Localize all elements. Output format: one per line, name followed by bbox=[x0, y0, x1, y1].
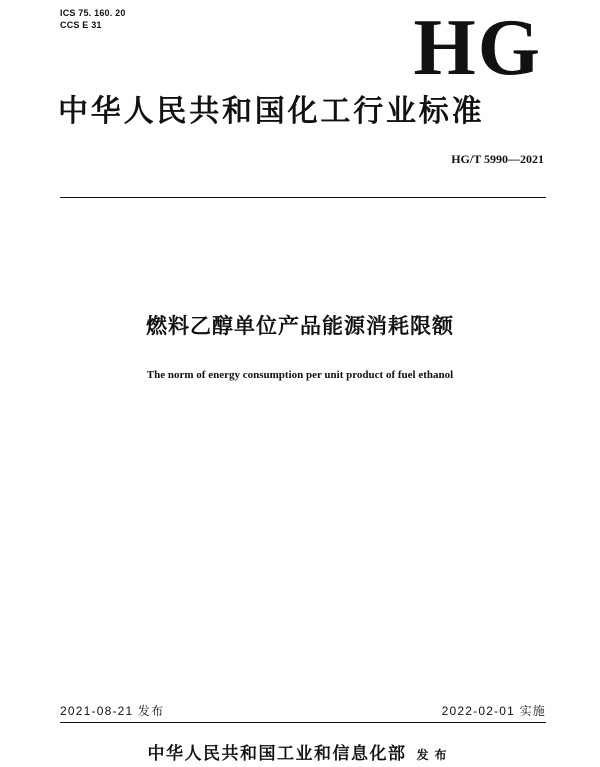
issuing-authority: 中华人民共和国工业和信息化部 bbox=[147, 744, 407, 764]
standard-category-title: 中华人民共和国化工行业标准 bbox=[58, 94, 485, 129]
issue-date: 2021-08-21 发布 bbox=[60, 704, 165, 718]
effective-date: 2022-02-01 实施 bbox=[441, 704, 546, 718]
hg-logo: HG bbox=[413, 4, 542, 92]
header-divider bbox=[60, 197, 546, 198]
document-title-zh: 燃料乙醇单位产品能源消耗限额 bbox=[146, 314, 454, 338]
issue-action: 发布 bbox=[416, 748, 453, 762]
ccs-code: CCS E 31 bbox=[60, 20, 102, 30]
footer-divider bbox=[60, 722, 546, 723]
standard-number: HG/T 5990—2021 bbox=[451, 152, 544, 166]
ics-code: ICS 75. 160. 20 bbox=[60, 8, 126, 18]
issuer-row bbox=[0, 744, 600, 765]
document-title-en: The norm of energy consumption per unit product of fuel ethanol bbox=[146, 369, 454, 381]
